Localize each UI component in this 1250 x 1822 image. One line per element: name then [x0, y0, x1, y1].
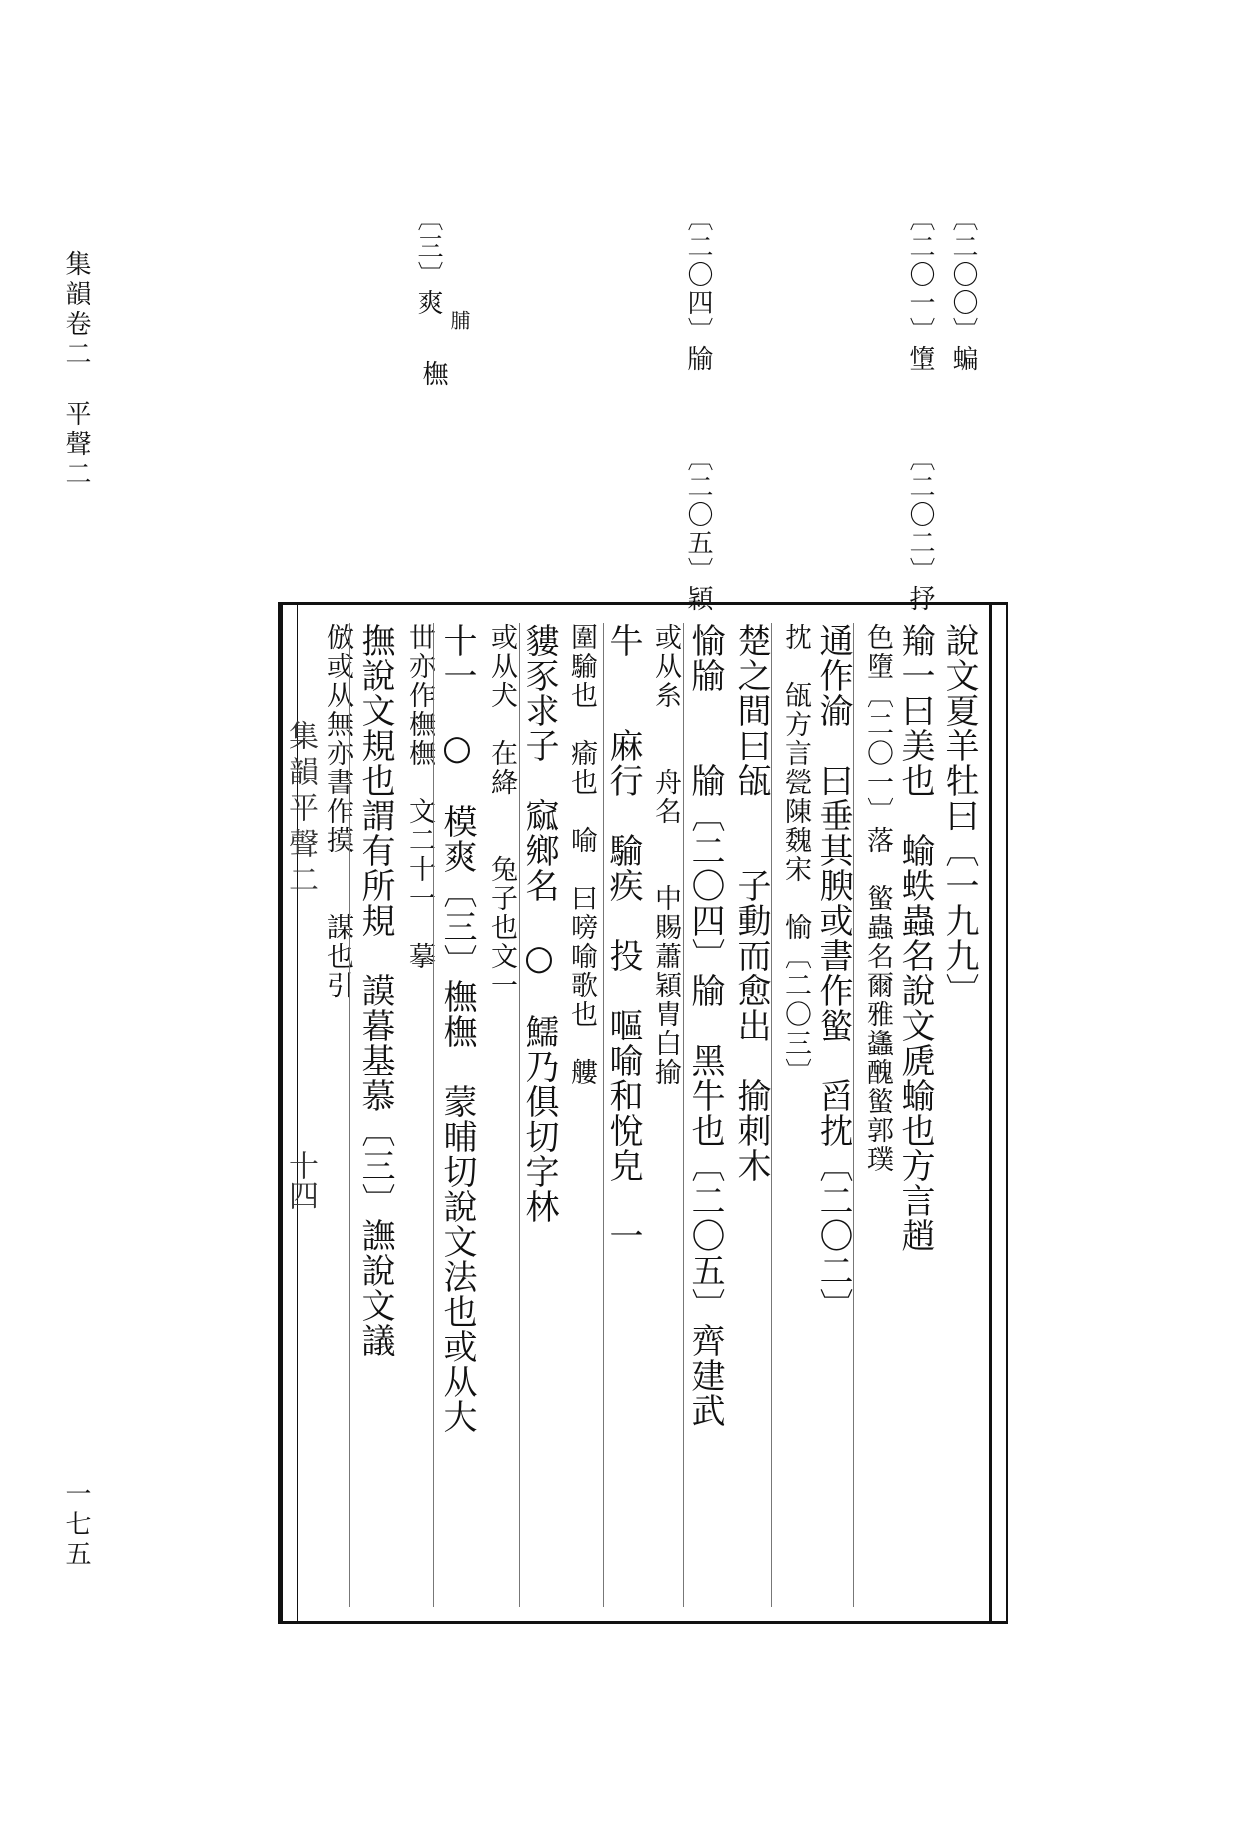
column-rule	[771, 623, 772, 1607]
text-column: 或从糸 舟名 中賜蕭穎胄白揄	[650, 623, 681, 1087]
text-column: 楚之間曰瓵 子動而愈出 揄刺木	[731, 623, 771, 1183]
collation-note-205: 〔二〇五〕穎	[683, 445, 713, 613]
collation-note-201: 〔二〇一〕墯	[905, 205, 935, 373]
running-head: 集韻卷二 平聲二	[61, 250, 91, 490]
column-rule	[603, 623, 604, 1607]
text-column: 或从犬 在絳 兔子也文一	[486, 623, 517, 1000]
collation-note-202: 〔二〇二〕抒	[905, 445, 935, 613]
column-rule	[433, 623, 434, 1607]
block-centre-label: 集韻平聲二	[283, 720, 318, 900]
column-rule	[519, 623, 520, 1607]
collation-note-3-variant: 脯	[447, 310, 471, 332]
text-column: 說文夏羊牡曰〔一九九〕	[939, 623, 979, 1008]
block-leaf-number: 十四	[283, 1150, 318, 1210]
text-column: 愉牏 牏〔二〇四〕牏 黑牛也〔二〇五〕齊建武	[685, 623, 725, 1428]
page-number: 一七五	[61, 1480, 91, 1570]
text-column: 色墮〔二〇一〕落 螸蟲名爾雅蠭醜螸郭璞	[862, 623, 893, 1174]
collation-note-200: 〔二〇〇〕蝙	[948, 205, 978, 373]
text-column: 十一 ○ 模爽〔三〕橅橅 蒙晡切說文法也或从大	[437, 623, 477, 1434]
collation-note-3-variant-2: 橅	[418, 360, 448, 388]
text-column: 貗豕求子 窳鄉名 ○ 鱬乃俱切字林	[519, 623, 559, 1224]
collation-note-204: 〔二〇四〕牏	[683, 205, 713, 373]
text-column: 羭一曰美也 蝓蛈蟲名說文虒蝓也方言趙	[895, 623, 935, 1253]
column-rule	[349, 623, 350, 1607]
woodblock-text-block	[278, 602, 1008, 1624]
text-column: 倣或从無亦書作摸 謀也引	[322, 623, 353, 1000]
text-column: 圍騟也 瘉也 喻 曰嗙喻歌也 艛	[566, 623, 597, 1087]
column-rule	[683, 623, 684, 1607]
column-rule	[853, 623, 854, 1607]
text-column: 牛 麻行 騟疾 投 嘔喻和悅皃 一	[603, 623, 643, 1253]
text-column: 撫說文規也謂有所規 謨暮基慕〔三〕譕說文議	[355, 623, 395, 1358]
text-column: 丗亦作橅橅 文二十一 摹	[404, 623, 435, 971]
text-column: 抌 瓵方言甇陳魏宋 愉〔二〇三〕	[780, 623, 811, 1087]
collation-note-3: 〔三〕爽	[413, 205, 443, 317]
text-column: 通作渝 曰垂其腴或書作螸 舀抌〔二〇二〕	[813, 623, 853, 1323]
